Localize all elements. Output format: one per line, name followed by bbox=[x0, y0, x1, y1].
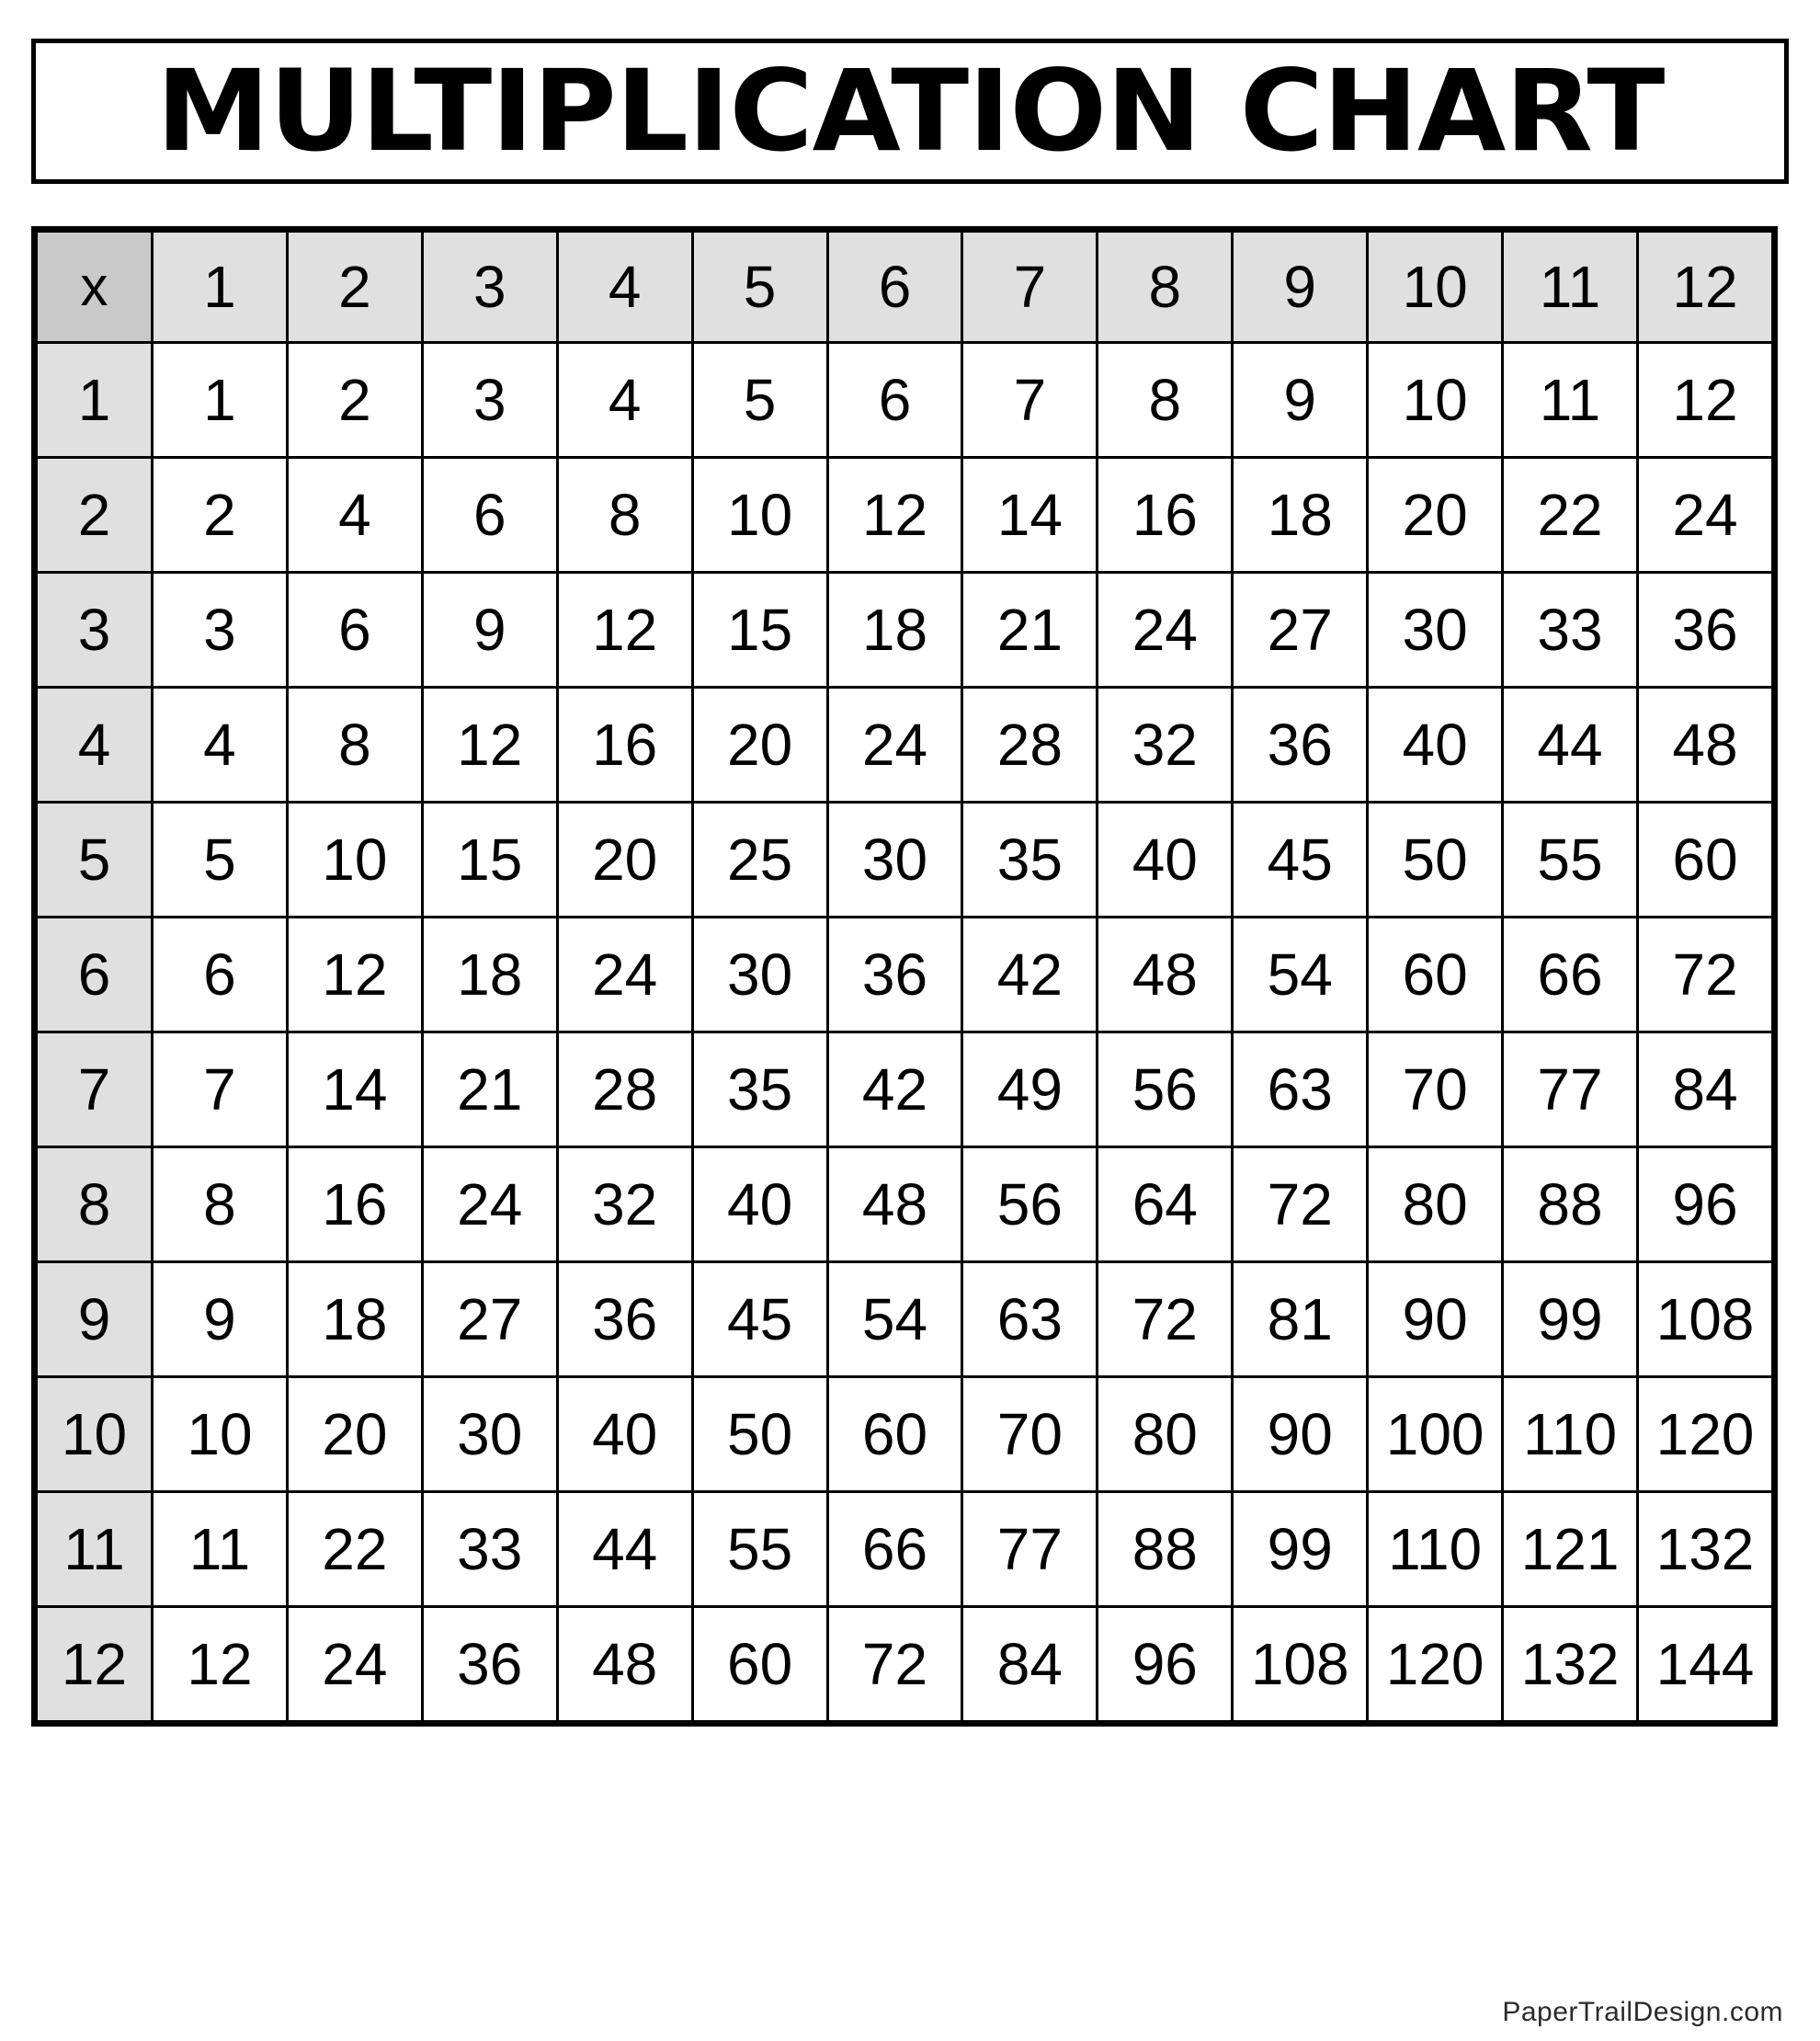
product-cell: 48 bbox=[557, 1607, 692, 1722]
product-cell: 24 bbox=[287, 1607, 422, 1722]
title-banner bbox=[31, 39, 1789, 184]
product-cell: 12 bbox=[1637, 343, 1772, 458]
product-cell: 36 bbox=[827, 918, 962, 1032]
product-cell: 12 bbox=[287, 918, 422, 1032]
product-cell: 56 bbox=[1098, 1032, 1233, 1147]
product-cell: 18 bbox=[1233, 458, 1368, 573]
product-cell: 9 bbox=[422, 573, 557, 688]
product-cell: 90 bbox=[1368, 1262, 1503, 1377]
row-header-2: 2 bbox=[37, 458, 153, 573]
product-cell: 18 bbox=[827, 573, 962, 688]
row-header-3: 3 bbox=[37, 573, 153, 688]
product-cell: 108 bbox=[1637, 1262, 1772, 1377]
product-cell: 15 bbox=[692, 573, 827, 688]
product-cell: 55 bbox=[692, 1492, 827, 1607]
product-cell: 99 bbox=[1233, 1492, 1368, 1607]
product-cell: 50 bbox=[1368, 803, 1503, 918]
product-cell: 28 bbox=[557, 1032, 692, 1147]
product-cell: 27 bbox=[1233, 573, 1368, 688]
product-cell: 48 bbox=[1098, 918, 1233, 1032]
product-cell: 16 bbox=[287, 1147, 422, 1262]
product-cell: 42 bbox=[827, 1032, 962, 1147]
product-cell: 28 bbox=[962, 688, 1098, 803]
product-cell: 54 bbox=[827, 1262, 962, 1377]
product-cell: 40 bbox=[1368, 688, 1503, 803]
product-cell: 25 bbox=[692, 803, 827, 918]
product-cell: 70 bbox=[962, 1377, 1098, 1492]
table-row bbox=[37, 688, 1773, 803]
product-cell: 36 bbox=[1233, 688, 1368, 803]
product-cell: 80 bbox=[1368, 1147, 1503, 1262]
row-header-7: 7 bbox=[37, 1032, 153, 1147]
product-cell: 20 bbox=[1368, 458, 1503, 573]
product-cell: 120 bbox=[1637, 1377, 1772, 1492]
product-cell: 77 bbox=[962, 1492, 1098, 1607]
table-row bbox=[37, 458, 1773, 573]
product-cell: 63 bbox=[1233, 1032, 1368, 1147]
product-cell: 8 bbox=[1098, 343, 1233, 458]
product-cell: 99 bbox=[1503, 1262, 1638, 1377]
product-cell: 55 bbox=[1503, 803, 1638, 918]
row-header-9: 9 bbox=[37, 1262, 153, 1377]
product-cell: 72 bbox=[827, 1607, 962, 1722]
product-cell: 120 bbox=[1368, 1607, 1503, 1722]
product-cell: 21 bbox=[962, 573, 1098, 688]
product-cell: 7 bbox=[153, 1032, 288, 1147]
product-cell: 60 bbox=[1368, 918, 1503, 1032]
column-header-1: 1 bbox=[153, 232, 288, 343]
table-body bbox=[37, 343, 1773, 1722]
product-cell: 54 bbox=[1233, 918, 1368, 1032]
product-cell: 30 bbox=[692, 918, 827, 1032]
product-cell: 108 bbox=[1233, 1607, 1368, 1722]
table-row bbox=[37, 1607, 1773, 1722]
product-cell: 14 bbox=[287, 1032, 422, 1147]
product-cell: 88 bbox=[1503, 1147, 1638, 1262]
product-cell: 96 bbox=[1098, 1607, 1233, 1722]
product-cell: 132 bbox=[1637, 1492, 1772, 1607]
product-cell: 35 bbox=[692, 1032, 827, 1147]
product-cell: 24 bbox=[827, 688, 962, 803]
product-cell: 45 bbox=[692, 1262, 827, 1377]
product-cell: 49 bbox=[962, 1032, 1098, 1147]
column-header-8: 8 bbox=[1098, 232, 1233, 343]
product-cell: 70 bbox=[1368, 1032, 1503, 1147]
column-header-11: 11 bbox=[1503, 232, 1638, 343]
product-cell: 60 bbox=[827, 1377, 962, 1492]
product-cell: 36 bbox=[1637, 573, 1772, 688]
product-cell: 35 bbox=[962, 803, 1098, 918]
product-cell: 121 bbox=[1503, 1492, 1638, 1607]
product-cell: 20 bbox=[557, 803, 692, 918]
product-cell: 6 bbox=[422, 458, 557, 573]
product-cell: 7 bbox=[962, 343, 1098, 458]
product-cell: 33 bbox=[422, 1492, 557, 1607]
column-header-10: 10 bbox=[1368, 232, 1503, 343]
product-cell: 22 bbox=[1503, 458, 1638, 573]
product-cell: 110 bbox=[1503, 1377, 1638, 1492]
column-header-12: 12 bbox=[1637, 232, 1772, 343]
product-cell: 6 bbox=[827, 343, 962, 458]
table-row bbox=[37, 1032, 1773, 1147]
product-cell: 5 bbox=[153, 803, 288, 918]
product-cell: 30 bbox=[827, 803, 962, 918]
product-cell: 6 bbox=[153, 918, 288, 1032]
row-header-1: 1 bbox=[37, 343, 153, 458]
row-header-12: 12 bbox=[37, 1607, 153, 1722]
product-cell: 16 bbox=[1098, 458, 1233, 573]
table-row bbox=[37, 918, 1773, 1032]
product-cell: 81 bbox=[1233, 1262, 1368, 1377]
product-cell: 9 bbox=[1233, 343, 1368, 458]
product-cell: 45 bbox=[1233, 803, 1368, 918]
product-cell: 72 bbox=[1637, 918, 1772, 1032]
product-cell: 14 bbox=[962, 458, 1098, 573]
product-cell: 96 bbox=[1637, 1147, 1772, 1262]
product-cell: 42 bbox=[962, 918, 1098, 1032]
product-cell: 5 bbox=[692, 343, 827, 458]
product-cell: 11 bbox=[1503, 343, 1638, 458]
product-cell: 66 bbox=[1503, 918, 1638, 1032]
product-cell: 36 bbox=[557, 1262, 692, 1377]
column-header-9: 9 bbox=[1233, 232, 1368, 343]
product-cell: 9 bbox=[153, 1262, 288, 1377]
page-title: MULTIPLICATION CHART bbox=[155, 46, 1665, 177]
product-cell: 36 bbox=[422, 1607, 557, 1722]
product-cell: 3 bbox=[422, 343, 557, 458]
column-header-5: 5 bbox=[692, 232, 827, 343]
product-cell: 27 bbox=[422, 1262, 557, 1377]
corner-cell: x bbox=[37, 232, 153, 343]
product-cell: 84 bbox=[962, 1607, 1098, 1722]
column-header-6: 6 bbox=[827, 232, 962, 343]
product-cell: 88 bbox=[1098, 1492, 1233, 1607]
product-cell: 22 bbox=[287, 1492, 422, 1607]
product-cell: 32 bbox=[1098, 688, 1233, 803]
product-cell: 10 bbox=[287, 803, 422, 918]
column-header-3: 3 bbox=[422, 232, 557, 343]
row-header-4: 4 bbox=[37, 688, 153, 803]
product-cell: 2 bbox=[153, 458, 288, 573]
product-cell: 110 bbox=[1368, 1492, 1503, 1607]
product-cell: 100 bbox=[1368, 1377, 1503, 1492]
product-cell: 40 bbox=[1098, 803, 1233, 918]
row-header-10: 10 bbox=[37, 1377, 153, 1492]
product-cell: 20 bbox=[692, 688, 827, 803]
product-cell: 20 bbox=[287, 1377, 422, 1492]
product-cell: 84 bbox=[1637, 1032, 1772, 1147]
product-cell: 1 bbox=[153, 343, 288, 458]
product-cell: 50 bbox=[692, 1377, 827, 1492]
credit-label: PaperTrailDesign.com bbox=[1502, 1997, 1783, 2027]
table-row bbox=[37, 1492, 1773, 1607]
multiplication-table bbox=[35, 230, 1774, 1723]
product-cell: 21 bbox=[422, 1032, 557, 1147]
table-row bbox=[37, 573, 1773, 688]
product-cell: 40 bbox=[557, 1377, 692, 1492]
product-cell: 10 bbox=[692, 458, 827, 573]
product-cell: 12 bbox=[153, 1607, 288, 1722]
table-row bbox=[37, 343, 1773, 458]
product-cell: 90 bbox=[1233, 1377, 1368, 1492]
table-row bbox=[37, 1262, 1773, 1377]
product-cell: 80 bbox=[1098, 1377, 1233, 1492]
product-cell: 33 bbox=[1503, 573, 1638, 688]
product-cell: 8 bbox=[153, 1147, 288, 1262]
product-cell: 6 bbox=[287, 573, 422, 688]
product-cell: 10 bbox=[153, 1377, 288, 1492]
table-header-row-group bbox=[37, 232, 1773, 343]
table-header-row bbox=[37, 232, 1773, 343]
product-cell: 32 bbox=[557, 1147, 692, 1262]
product-cell: 48 bbox=[1637, 688, 1772, 803]
product-cell: 72 bbox=[1098, 1262, 1233, 1377]
product-cell: 3 bbox=[153, 573, 288, 688]
product-cell: 144 bbox=[1637, 1607, 1772, 1722]
row-header-11: 11 bbox=[37, 1492, 153, 1607]
product-cell: 24 bbox=[1637, 458, 1772, 573]
product-cell: 12 bbox=[422, 688, 557, 803]
column-header-2: 2 bbox=[287, 232, 422, 343]
multiplication-table-container bbox=[31, 226, 1778, 1727]
product-cell: 11 bbox=[153, 1492, 288, 1607]
row-header-6: 6 bbox=[37, 918, 153, 1032]
product-cell: 10 bbox=[1368, 343, 1503, 458]
product-cell: 60 bbox=[1637, 803, 1772, 918]
product-cell: 18 bbox=[287, 1262, 422, 1377]
product-cell: 4 bbox=[153, 688, 288, 803]
product-cell: 66 bbox=[827, 1492, 962, 1607]
product-cell: 30 bbox=[422, 1377, 557, 1492]
product-cell: 12 bbox=[827, 458, 962, 573]
product-cell: 24 bbox=[1098, 573, 1233, 688]
product-cell: 72 bbox=[1233, 1147, 1368, 1262]
product-cell: 64 bbox=[1098, 1147, 1233, 1262]
column-header-7: 7 bbox=[962, 232, 1098, 343]
product-cell: 8 bbox=[287, 688, 422, 803]
table-row bbox=[37, 1377, 1773, 1492]
product-cell: 60 bbox=[692, 1607, 827, 1722]
product-cell: 4 bbox=[557, 343, 692, 458]
product-cell: 44 bbox=[557, 1492, 692, 1607]
product-cell: 24 bbox=[422, 1147, 557, 1262]
product-cell: 30 bbox=[1368, 573, 1503, 688]
product-cell: 40 bbox=[692, 1147, 827, 1262]
product-cell: 24 bbox=[557, 918, 692, 1032]
product-cell: 77 bbox=[1503, 1032, 1638, 1147]
product-cell: 4 bbox=[287, 458, 422, 573]
product-cell: 63 bbox=[962, 1262, 1098, 1377]
table-row bbox=[37, 1147, 1773, 1262]
product-cell: 44 bbox=[1503, 688, 1638, 803]
table-row bbox=[37, 803, 1773, 918]
row-header-8: 8 bbox=[37, 1147, 153, 1262]
product-cell: 2 bbox=[287, 343, 422, 458]
row-header-5: 5 bbox=[37, 803, 153, 918]
product-cell: 48 bbox=[827, 1147, 962, 1262]
product-cell: 18 bbox=[422, 918, 557, 1032]
product-cell: 8 bbox=[557, 458, 692, 573]
product-cell: 56 bbox=[962, 1147, 1098, 1262]
product-cell: 15 bbox=[422, 803, 557, 918]
product-cell: 132 bbox=[1503, 1607, 1638, 1722]
column-header-4: 4 bbox=[557, 232, 692, 343]
product-cell: 12 bbox=[557, 573, 692, 688]
product-cell: 16 bbox=[557, 688, 692, 803]
